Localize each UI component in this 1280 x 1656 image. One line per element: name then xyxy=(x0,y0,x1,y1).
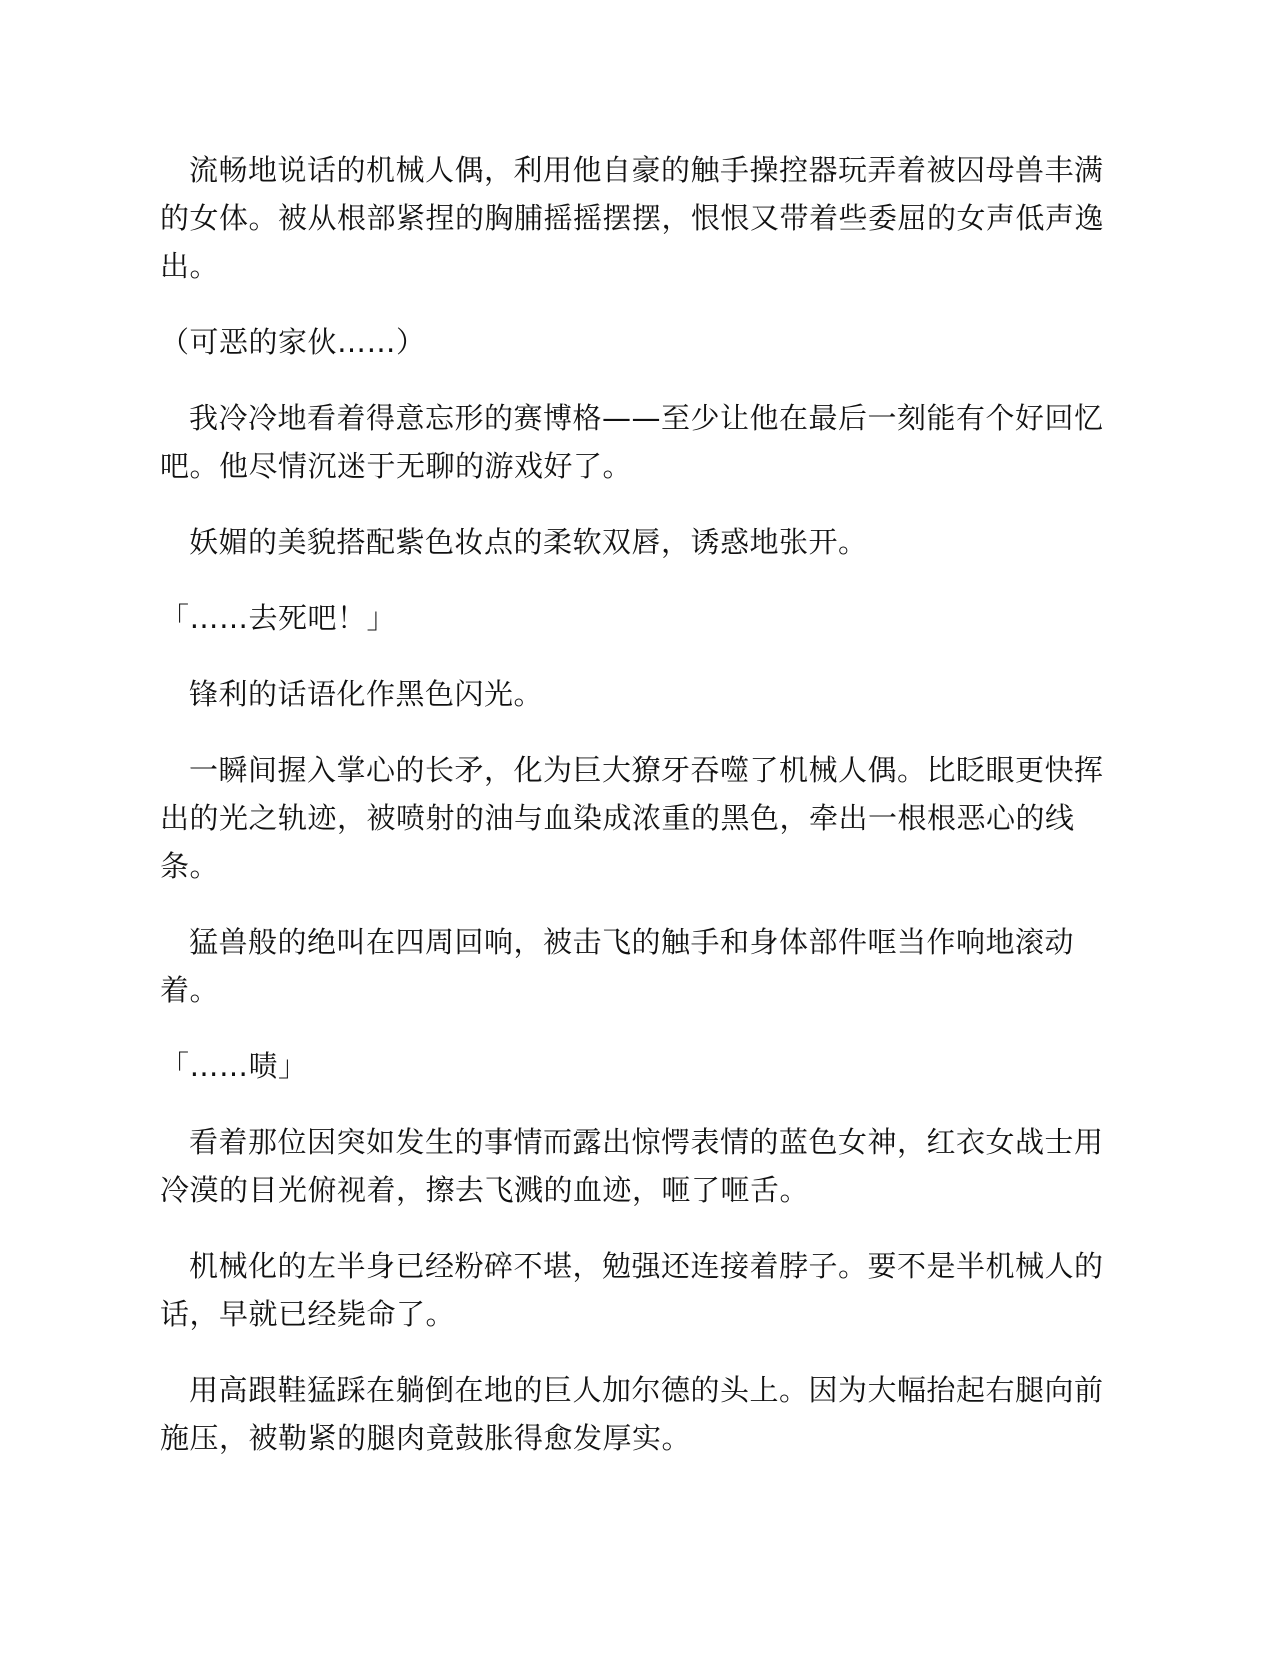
inner-thought: （可恶的家伙……） xyxy=(160,325,426,359)
paragraph: 妖媚的美貌搭配紫色妆点的柔软双唇，诱惑地张开。 xyxy=(189,525,868,559)
paragraph: 流畅地说话的机械人偶，利用他自豪的触手操控器玩弄着被囚母兽丰满的女体。被从根部紧捏的胸脯摇摇摆摆，恨恨又带着些委屈的女声低声逸出。 xyxy=(160,153,1105,283)
paragraph: 机械化的左半身已经粉碎不堪，勉强还连接着脖子。要不是半机械人的话，早就已经毙命了。 xyxy=(160,1249,1104,1331)
paragraph: 锋利的话语化作黑色闪光。 xyxy=(189,677,544,711)
dialogue-line: 「……啧」 xyxy=(160,1049,308,1083)
paragraph: 用高跟鞋猛踩在躺倒在地的巨人加尔德的头上。因为大幅抬起右腿向前施压，被勒紧的腿肉竟鼓胀得愈发厚实。 xyxy=(160,1373,1104,1455)
paragraph: 我冷冷地看着得意忘形的赛博格——至少让他在最后一刻能有个好回忆吧。他尽情沉迷于无聊的游戏好了。 xyxy=(160,401,1104,483)
dialogue-line: 「……去死吧！」 xyxy=(160,601,397,635)
paragraph: 猛兽般的绝叫在四周回响，被击飞的触手和身体部件哐当作响地滚动着。 xyxy=(160,925,1075,1007)
paragraph: 一瞬间握入掌心的长矛，化为巨大獠牙吞噬了机械人偶。比眨眼更快挥出的光之轨迹，被喷射的油与血染成浓重的黑色，牵出一根根恶心的线条。 xyxy=(160,753,1104,883)
document-body xyxy=(160,146,1120,1490)
paragraph: 看着那位因突如发生的事情而露出惊愕表情的蓝色女神，红衣女战士用冷漠的目光俯视着，擦去飞溅的血迹，咂了咂舌。 xyxy=(160,1125,1104,1207)
